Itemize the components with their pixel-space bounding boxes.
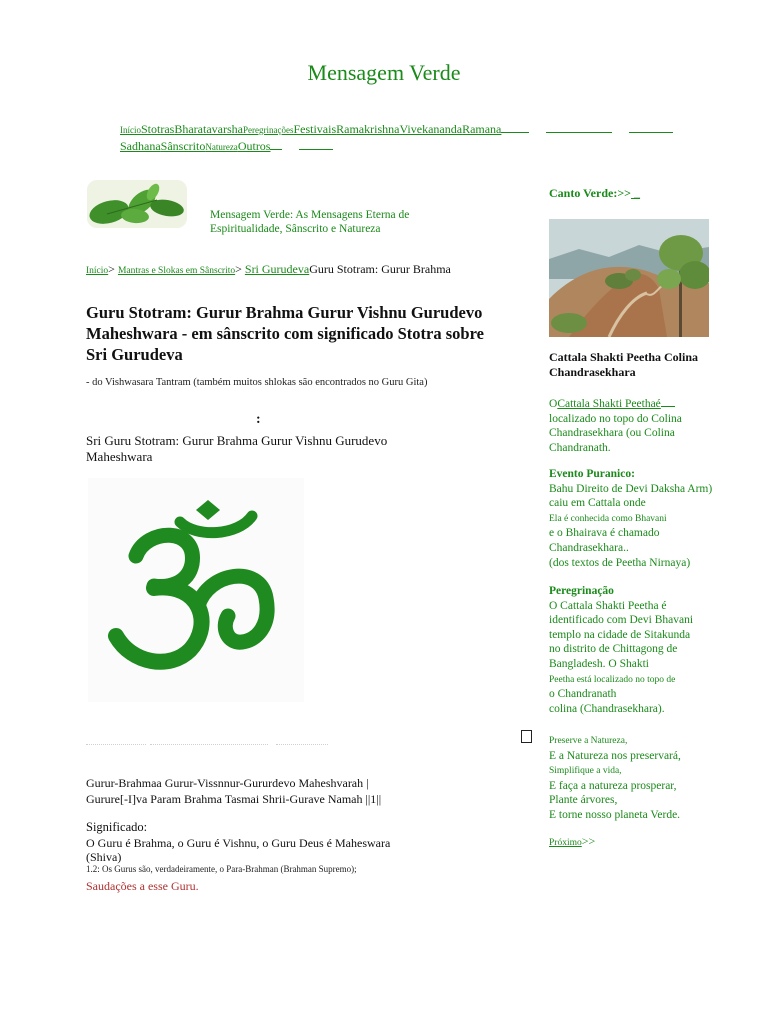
dotted-divider bbox=[276, 744, 328, 745]
sidebar-heading bbox=[549, 186, 640, 201]
dotted-divider bbox=[86, 744, 146, 745]
salute-text: Saudações a esse Guru. bbox=[86, 879, 199, 893]
leaf-logo-image bbox=[87, 180, 187, 228]
evento-line: e o Bhairava é chamado Chandrasekhara.. bbox=[549, 527, 660, 554]
hill-landscape-image bbox=[549, 219, 709, 337]
top-navigation bbox=[120, 122, 700, 154]
nav-link-bharatavarsha[interactable]: Bharatavarsha bbox=[174, 122, 243, 136]
om-symbol-icon bbox=[88, 478, 304, 702]
nav-link-ramakrishna[interactable]: Ramakrishna bbox=[336, 122, 400, 136]
peregrinacao-line: o Chandranath bbox=[549, 688, 617, 701]
article-subtitle: Sri Guru Stotram: Gurur Brahma Gurur Vishnu Gurudevo Maheshwara bbox=[86, 433, 388, 464]
nature-line: E faça a natureza prosperar, bbox=[549, 779, 677, 792]
peregrinacao-line: colina (Chandrasekhara). bbox=[549, 702, 665, 715]
evento-line: Bahu Direito de Devi Daksha Arm) caiu em Cattala onde bbox=[549, 482, 713, 510]
breadcrumb-current: Guru Stotram: Gurur Brahma bbox=[309, 262, 451, 276]
nav-blank-link[interactable] bbox=[501, 122, 529, 133]
nav-link-festivais[interactable]: Festivais bbox=[293, 122, 337, 136]
evento-heading: Evento Puranico: bbox=[549, 468, 635, 480]
sidebar-intro-prefix: O bbox=[549, 398, 558, 410]
nav-link-outros[interactable]: Outros bbox=[237, 139, 271, 153]
nav-link-sadhana[interactable]: Sadhana bbox=[120, 139, 161, 153]
sidebar-nature-message bbox=[549, 733, 719, 823]
meaning-label: Significado: bbox=[86, 820, 148, 834]
sidebar-photo-caption: Cattala Shakti Peetha Colina Chandrasekhara bbox=[549, 350, 699, 379]
breadcrumb bbox=[86, 262, 456, 278]
next-link-arrows[interactable]: >> bbox=[581, 834, 596, 848]
nature-line: E a Natureza nos preservará, bbox=[549, 749, 681, 762]
next-link[interactable] bbox=[549, 834, 595, 849]
sidebar-heading-label: Canto Verde:>> bbox=[549, 186, 632, 200]
meaning-note: 1.2: Os Gurus são, verdadeiramente, o Para-Brahman (Brahman Supremo); bbox=[86, 864, 357, 874]
peregrinacao-line: templo na cidade de Sitakunda bbox=[549, 628, 691, 641]
cattala-shakti-peetha-link[interactable]: Cattala Shakti Peethaé bbox=[557, 398, 661, 410]
nature-line: E torne nosso planeta Verde. bbox=[549, 808, 681, 821]
article-title: Guru Stotram: Gurur Brahma Gurur Vishnu Gurudevo Maheshwara - em sânscrito com significado Stotra sobre Sri Gurudeva bbox=[86, 303, 484, 364]
breadcrumb-category-link[interactable]: Mantras e Slokas em Sânscrito bbox=[117, 266, 236, 276]
next-link-label[interactable]: Próximo bbox=[549, 838, 582, 848]
site-tagline: Mensagem Verde: As Mensagens Eterna de Espiritualidade, Sânscrito e Natureza bbox=[210, 209, 410, 235]
sidebar-intro-text: localizado no topo do Colina Chandrasekhara (ou Colina Chandranath. bbox=[549, 412, 682, 454]
breadcrumb-subcategory-link[interactable]: Sri Gurudeva bbox=[244, 262, 310, 276]
sidebar-evento bbox=[549, 467, 719, 570]
nature-line: Preserve a Natureza, bbox=[549, 736, 628, 746]
nav-link-peregrinacoes[interactable]: Peregrinações bbox=[242, 125, 294, 135]
nav-blank-link[interactable] bbox=[270, 139, 282, 150]
nav-link-inicio[interactable]: Início bbox=[120, 125, 141, 135]
nav-link-natureza[interactable]: Natureza bbox=[205, 142, 238, 152]
breadcrumb-separator: > bbox=[235, 262, 242, 276]
nav-link-stotras[interactable]: Stotras bbox=[141, 122, 175, 136]
peregrinacao-line: O Cattala Shakti Peetha é identificado com Devi Bhavani bbox=[549, 599, 694, 627]
nav-blank-link[interactable] bbox=[546, 122, 612, 133]
evento-line: (dos textos de Peetha Nirnaya) bbox=[549, 556, 691, 569]
evento-line: Ela é conhecida como Bhavani bbox=[549, 513, 667, 524]
peregrinacao-line: Peetha está localizado no topo de bbox=[549, 674, 676, 685]
breadcrumb-home-link[interactable]: Início bbox=[86, 266, 109, 276]
peregrinacao-line: no distrito de Chittagong de Bangladesh. O Shakti bbox=[549, 643, 678, 670]
verse-line: Gurure[-I]va Param Brahma Tasmai Shrii-Gurave Namah ||1|| bbox=[86, 792, 382, 806]
nav-link-ramana[interactable]: Ramana bbox=[462, 122, 502, 136]
sidebar-intro bbox=[549, 396, 719, 455]
sidebar-peregrinacao bbox=[549, 584, 719, 716]
nature-line: Simplifique a vida, bbox=[549, 766, 622, 777]
nav-blank-link[interactable] bbox=[629, 122, 673, 133]
source-note: - do Vishwasara Tantram (também muitos shlokas são encontrados no Guru Gita) bbox=[86, 377, 428, 388]
dotted-divider bbox=[150, 744, 268, 745]
verse-text bbox=[86, 775, 506, 807]
sidebar-heading-link[interactable]: _ bbox=[631, 186, 641, 200]
nav-blank-link[interactable] bbox=[299, 139, 333, 150]
breadcrumb-separator: > bbox=[108, 262, 115, 276]
verse-line: Gurur-Brahmaa Gurur-Vissnnur-Gururdevo Maheshvarah | bbox=[86, 776, 369, 790]
site-title: Mensagem Verde bbox=[307, 60, 461, 85]
nav-link-vivekananda[interactable]: Vivekananda bbox=[399, 122, 463, 136]
nature-line: Plante árvores, bbox=[549, 794, 618, 807]
nav-link-sanscrito[interactable]: Sânscrito bbox=[160, 139, 206, 153]
section-colon: : bbox=[256, 412, 261, 427]
meaning-text: O Guru é Brahma, o Guru é Vishnu, o Guru Deus é Maheswara (Shiva) bbox=[86, 836, 391, 864]
checkbox-glyph-icon bbox=[521, 730, 532, 743]
peregrinacao-heading: Peregrinação bbox=[549, 585, 614, 597]
link-underline[interactable] bbox=[661, 396, 675, 407]
